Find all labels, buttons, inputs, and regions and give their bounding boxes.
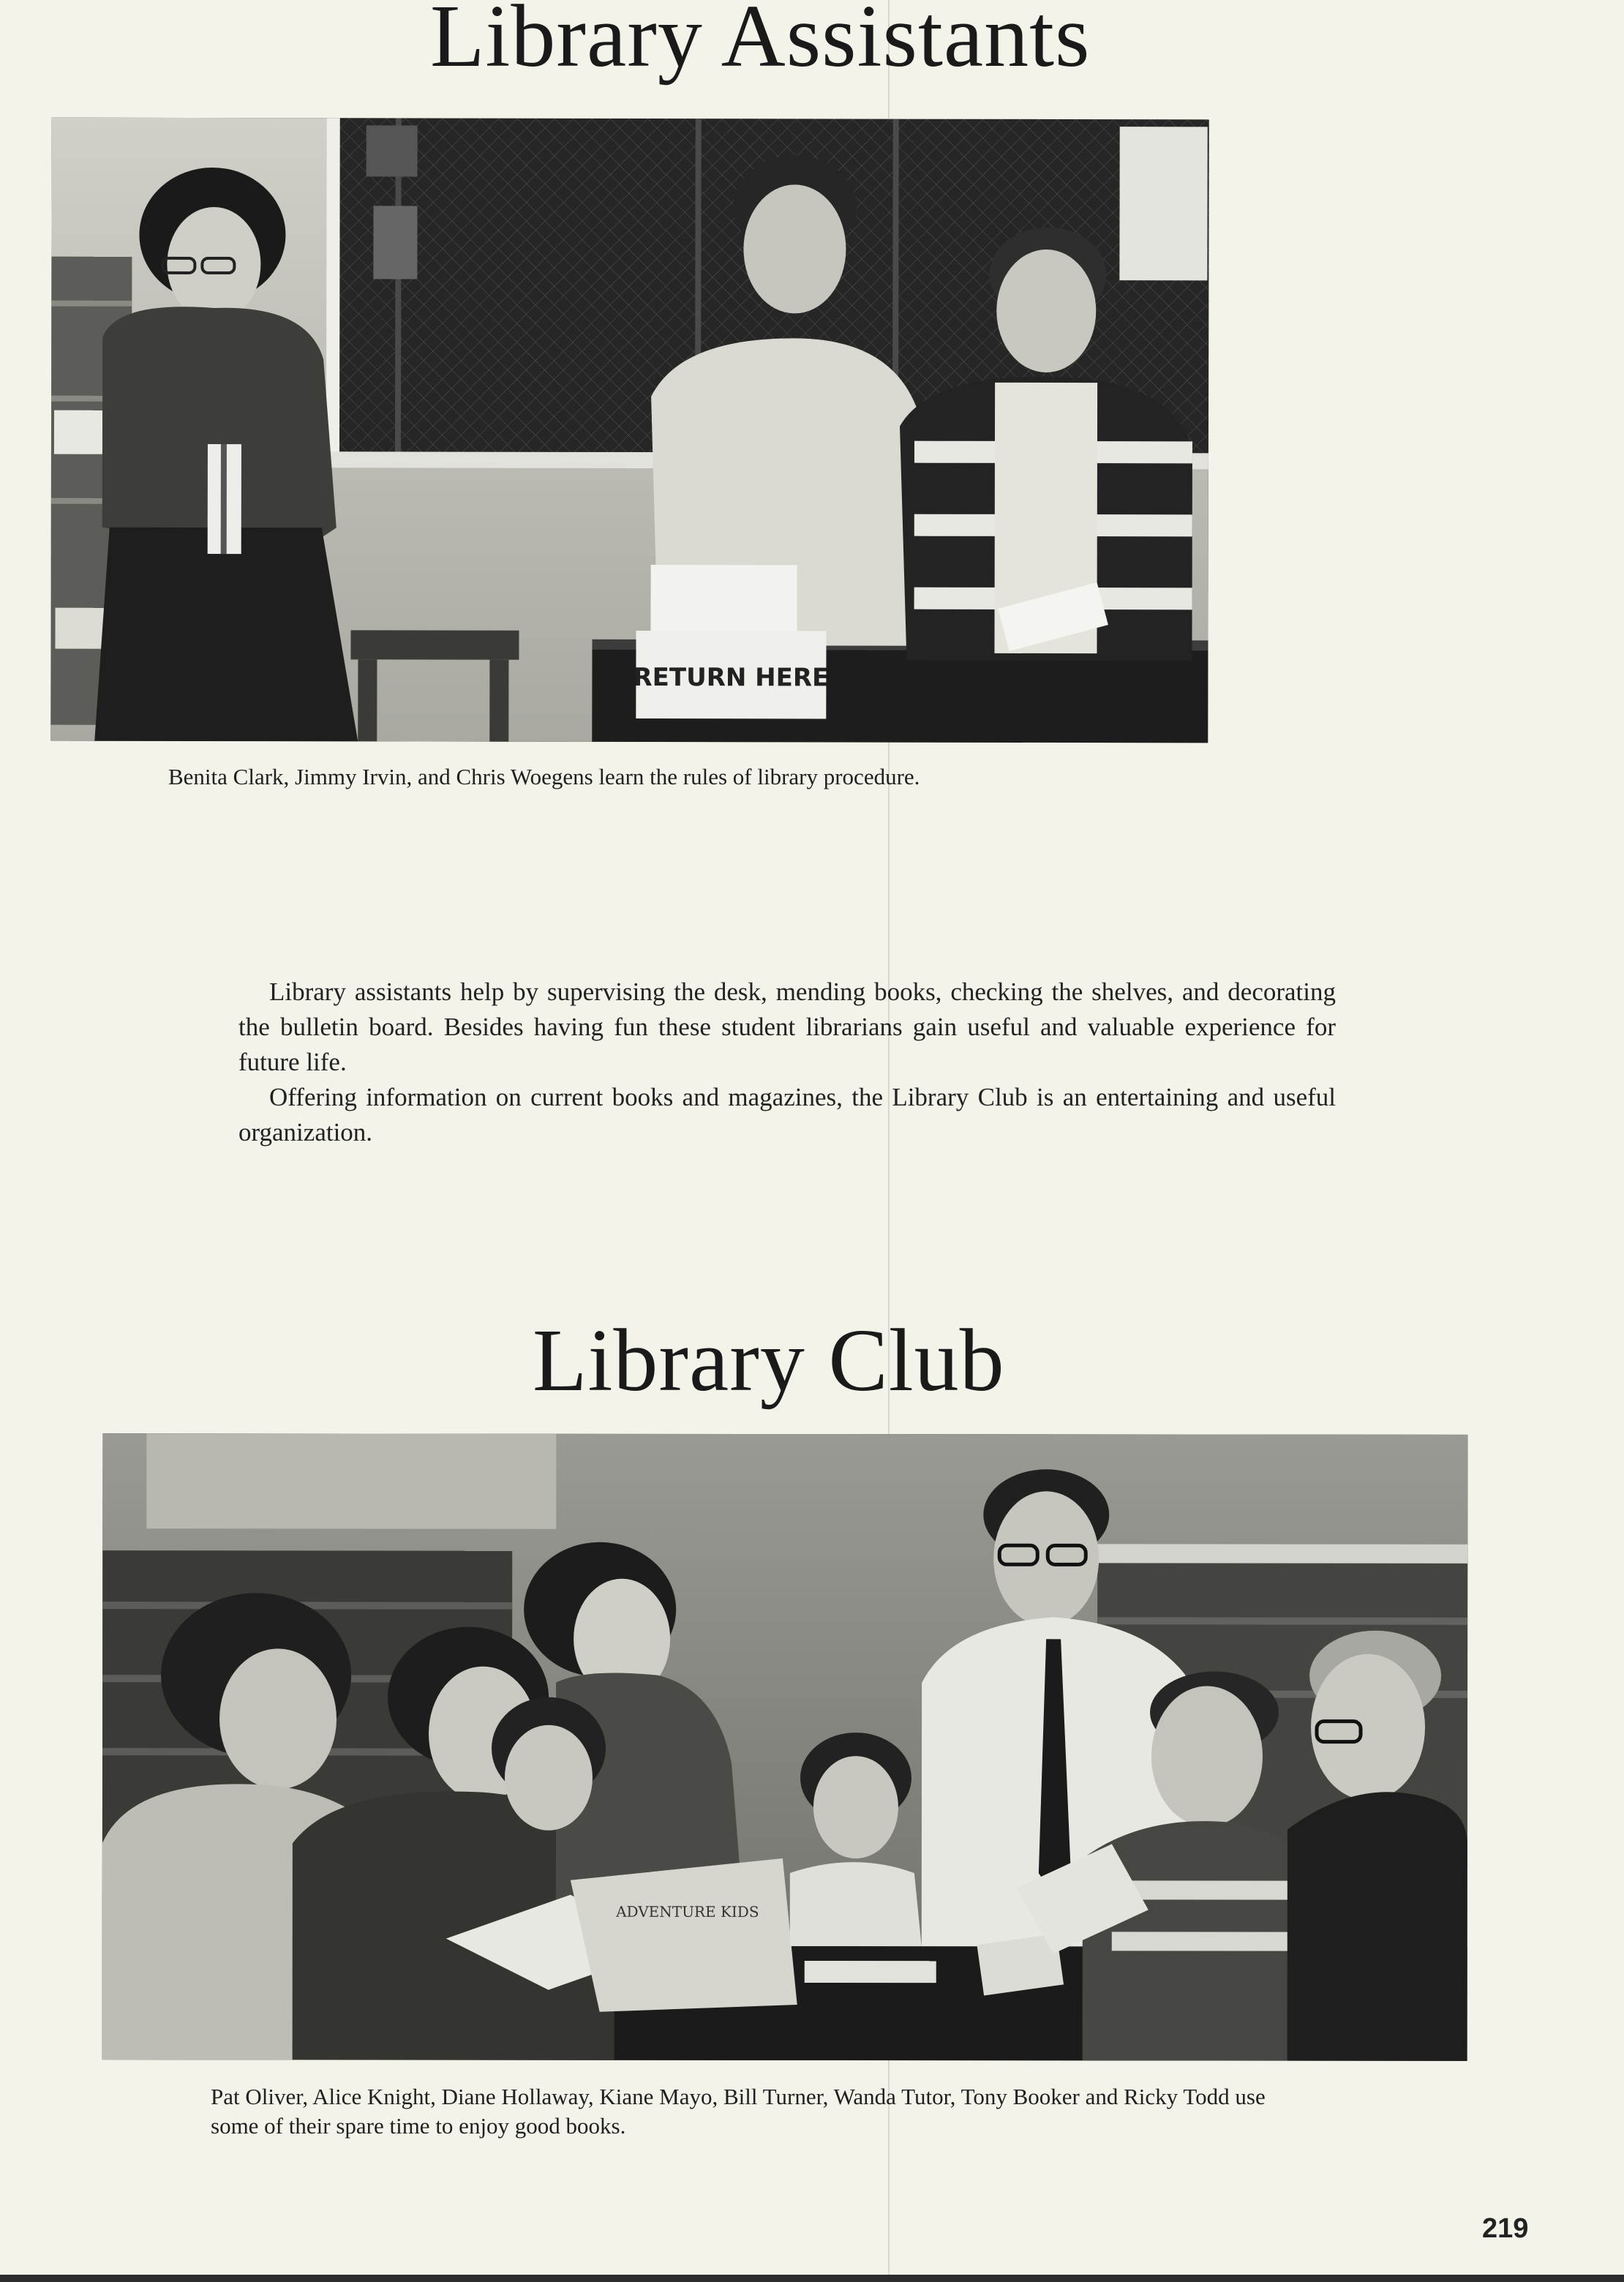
library-assistants-photo xyxy=(50,118,1208,743)
library-club-caption: Pat Oliver, Alice Knight, Diane Hollaway, Kiane Mayo, Bill Turner, Wanda Tutor, Tony Booker and Ricky Todd use some of their spare time to enjoy good books. xyxy=(211,2084,1266,2139)
library-assistants-photo-art xyxy=(50,118,1208,743)
scan-bottom-edge xyxy=(0,2275,1624,2282)
body-paragraph-1: Library assistants help by supervising the desk, mending books, checking the shelves, and decorating the bulletin board. Besides having fun these student librarians gain useful and valuable experience for future life. xyxy=(238,977,1336,1076)
page-number: 219 xyxy=(1482,2213,1529,2244)
library-club-photo-art xyxy=(102,1433,1468,2061)
library-club-title: Library Club xyxy=(533,1311,1005,1410)
body-text xyxy=(238,975,1336,1150)
library-assistants-title: Library Assistants xyxy=(430,0,1091,86)
library-club-photo xyxy=(102,1433,1468,2061)
library-assistants-caption: Benita Clark, Jimmy Irvin, and Chris Woegens learn the rules of library procedure. xyxy=(168,764,920,789)
book-cover-text: ADVENTURE KIDS xyxy=(616,1902,759,1921)
return-here-sign: RETURN HERE xyxy=(633,663,830,693)
body-paragraph-2: Offering information on current books and magazines, the Library Club is an entertaining and useful organization. xyxy=(238,1083,1336,1146)
